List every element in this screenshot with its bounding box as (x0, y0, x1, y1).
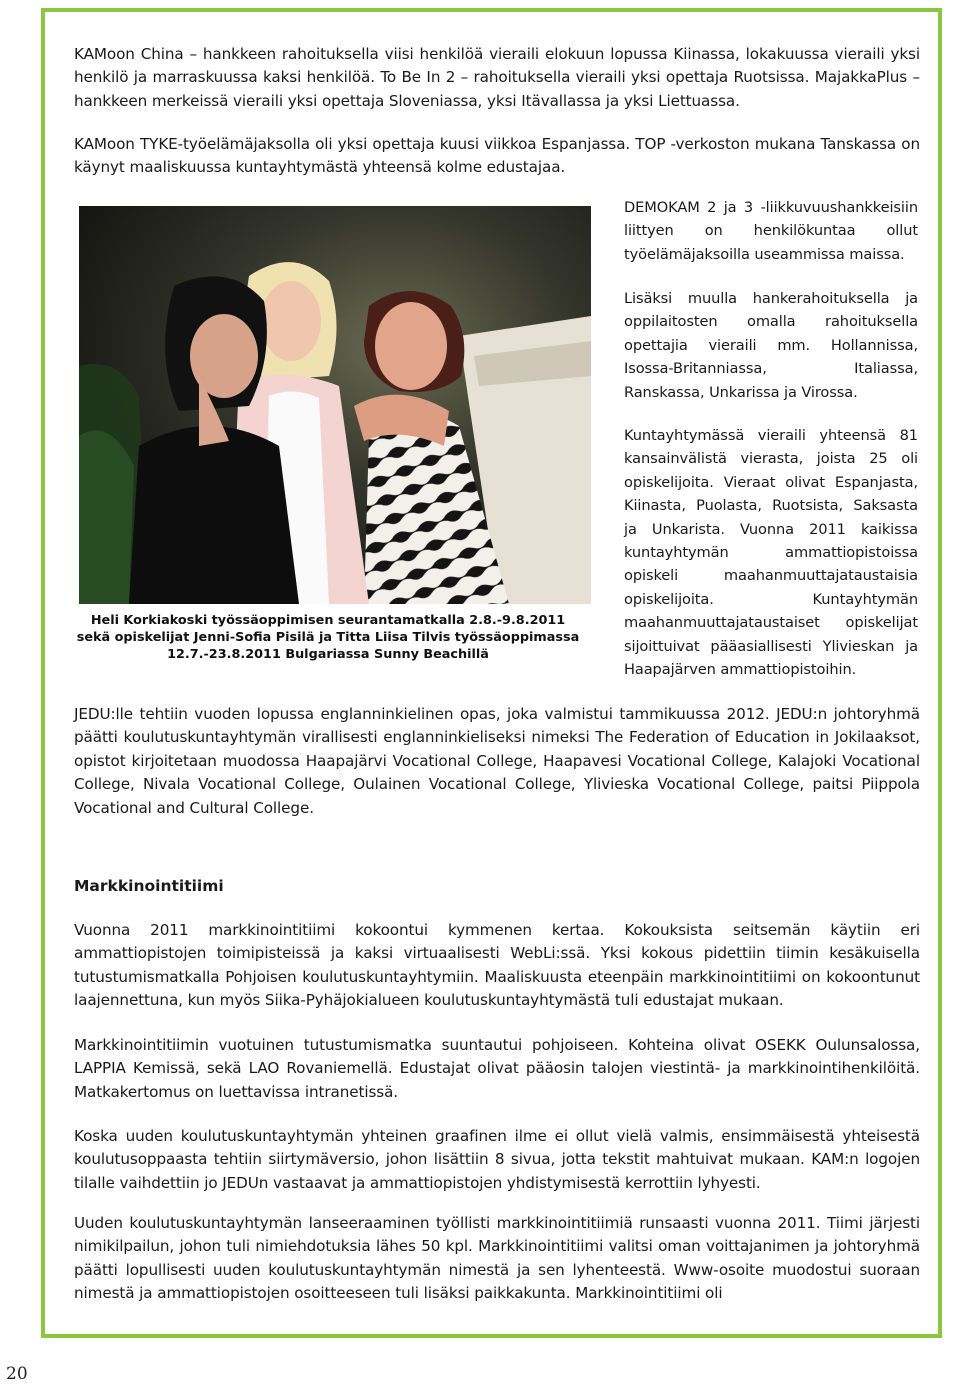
group-photo (79, 206, 591, 604)
paragraph-launch: Uuden koulutuskuntayhtymän lanseeraaminen työllisti markkinointitiimiä runsaasti vuonna 2011. Tiimi järjesti nimikilpailun, johon tuli nimiehdotuksia lähes 50 kpl. Markkinointitiimi valitsi oman voittajanimen ja johtoryhmä päätti lopullisesti uuden koulutuskuntayhtymän nimestä ja sen lyhenteestä. Www-osoite muodostui suoraan nimestä ja ammattiopistojen osoitteeseen tuli lisäksi paikkakunta. Markkinointitiimi oli (74, 1214, 920, 1303)
section-heading: Markkinointitiimi (74, 877, 224, 895)
side-paragraph-other-funding: Lisäksi muulla hankerahoituksella ja oppilaitosten omalla rahoituksella opettajia vieraili mm. Hollannissa, Isossa-Britanniassa, Italiassa, Ranskassa, Unkarissa ja Virossa. (624, 290, 918, 401)
paragraph-english-guide: JEDU:lle tehtiin vuoden lopussa englanninkielinen opas, joka valmistui tammikuussa 2012. JEDU:n johtoryhmä päätti koulutuskuntayhtymän virallisesti englanninkieliseksi nimeksi The Federation of Education in Jokilaaksot, opistot kirjoitetaan muodossa Haapajärvi Vocational College, Haapavesi Vocational College, Kalajoki Vocational College, Nivala Vocational College, Oulainen Vocational College, Ylivieska Vocational College, paitsi Piippola Vocational and Cultural College. (74, 705, 920, 817)
group-photo-illustration (79, 206, 591, 604)
paragraph-tyke-top: KAMoon TYKE-työelämäjaksolla oli yksi opettaja kuusi viikkoa Espanjassa. TOP -verkoston mukana Tanskassa on käynyt maaliskuussa kuntayhtymästä yhteensä kolme edustajaa. (74, 135, 920, 177)
paragraph-study-trip: Markkinointitiimin vuotuinen tutustumismatka suuntautui pohjoiseen. Kohteina olivat OSEKK Oulunsalossa, LAPPIA Kemissä, sekä LAO Rovaniemellä. Edustajat olivat pääosin talojen viestintä- ja markkinointihenkilöitä. Matkakertomus on luettavissa intranetissä. (74, 1036, 920, 1101)
paragraph-brochure: Koska uuden koulutuskuntayhtymän yhteinen graafinen ilme ei ollut vielä valmis, ensimmäisestä yhteisestä koulutusoppaasta tehtiin siirtymäversio, johon lisättiin 8 sivua, jotta tekstit mahtuivat mukaan. KAM:n logojen tilalle vaihdettiin jo JEDUn vastaavat ja ammattiopistojen yhdistymisestä kerrottiin lyhyesti. (74, 1127, 920, 1192)
side-paragraph-demokam: DEMOKAM 2 ja 3 -liikkuvuushankkeisiin liittyen on henkilökuntaa ollut työelämäjaksoilla useammissa maissa. (624, 199, 918, 263)
paragraph-team-meetings: Vuonna 2011 markkinointitiimi kokoontui kymmenen kertaa. Kokouksista seitsemän käytiin eri ammattiopistojen toimipisteissä ja kaksi virtuaalisesti WebLi:ssä. Yksi kokous pidettiin tiimin kesäkuisella tutustumismatkalla Pohjoisen koulutuskuntayhtymiin. Maaliskuusta eteenpäin markkinointitiimi on kokoontunut laajennettuna, kun myös Siika-Pyhäjokialueen koulutuskuntayhtymästä tuli edustajat mukaan. (74, 921, 920, 1010)
paragraph-international-visits: KAMoon China – hankkeen rahoituksella viisi henkilöä vieraili elokuun lopussa Kiinassa, lokakuussa vieraili yksi henkilö ja marraskuussa kaksi henkilöä. To Be In 2 – rahoituksella vieraili yksi opettaja Ruotsissa. MajakkaPlus – hankkeen merkeissä vieraili yksi opettaja Sloveniassa, yksi Itävallassa ja yksi Liettuassa. (74, 45, 920, 110)
photo-caption: Heli Korkiakoski työssäoppimisen seurantamatkalla 2.8.-9.8.2011 sekä opiskelijat Jenni-Sofia Pisilä ja Titta Liisa Tilvis työssäoppimassa 12.7.-23.8.2011 Bulgariassa Sunny Beachillä (76, 613, 580, 662)
page-number: 20 (6, 1364, 28, 1384)
side-paragraph-visitors: Kuntayhtymässä vieraili yhteensä 81 kansainvälistä vierasta, joista 25 oli opiskelijoita. Vieraat olivat Espanjasta, Kiinasta, Puolasta, Ruotsista, Saksasta ja Unkarista. Vuonna 2011 kaikissa kuntayhtymän ammattiopistoissa opiskeli maahanmuuttajataustaisia opiskelijoita. Kuntayhtymän maahanmuuttajataustaiset opiskelijat sijoittuivat pääasiallisesti Ylivieskan ja Haapajärven ammattiopistoihin. (624, 427, 918, 679)
